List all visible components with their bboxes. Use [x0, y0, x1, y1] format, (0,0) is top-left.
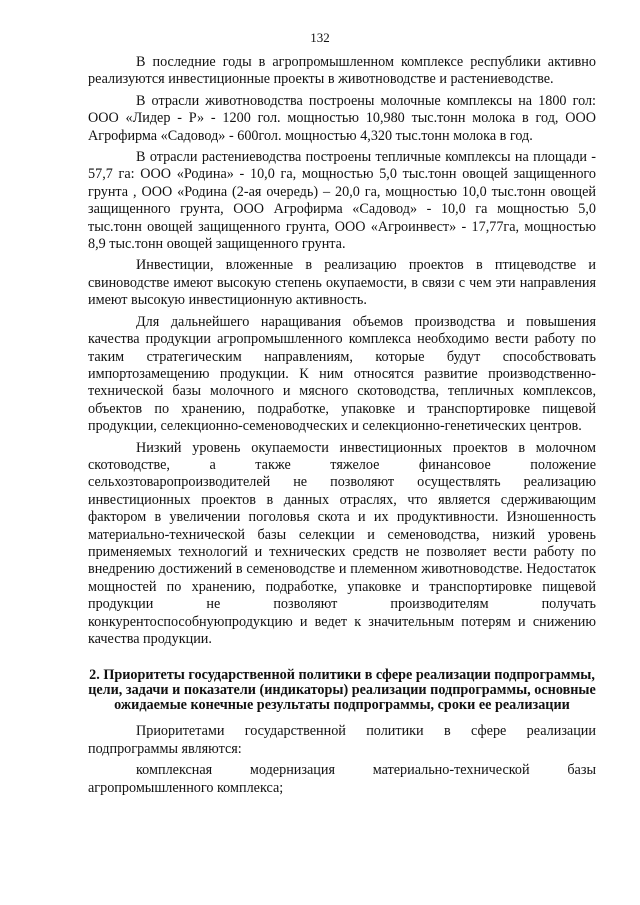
document-body [88, 54, 596, 797]
paragraph-strategic-directions: Для дальнейшего наращивания объемов производства и повышения качества продукции агропромышленного комплекса необходимо вести работу по таким стратегическим направлениям, которые будут способствовать импортозамещению продукции. К ним относятся развитие производственно-технической базы молочного и мясного скотоводства, тепличных комплексов, объектов по хранению, подработке, упаковке и транспортировке пищевой продукции, селекционно-семеноводческих и селекционно-генетических центров. [88, 313, 596, 435]
paragraph-poultry-pig-investment: Инвестиции, вложенные в реализацию проектов в птицеводстве и свиноводстве имеют высокую степень окупаемости, в связи с чем эти направления имеют высокую инвестиционную активность. [88, 257, 596, 309]
page-number: 132 [310, 30, 330, 45]
paragraph-greenhouse-complexes: В отрасли растениеводства построены тепличные комплексы на площади - 57,7 га: ООО «Родина» - 10,0 га, мощностью 5,0 тыс.тонн овощей защищенного грунта , ООО «Родина (2-ая очередь) – 20,0 га, мощностью 10,0 тыс.тонн овощей защищенного грунта, ООО Агрофирма «Садовод» - 10,0 га мощностью 5,0 тыс.тонн овощей защищенного грунта, ООО «Агроинвест» - 17,77га, мощностью 8,9 тыс.тонн овощей защищенного грунта. [88, 149, 596, 253]
paragraph-low-payback: Низкий уровень окупаемости инвестиционных проектов в молочном скотоводстве, а также тяжелое финансовое положение сельхозтоваропроизводителей не позволяют осуществлять реализацию инвестиционных проектов в данных отраслях, что является сдерживающим фактором в увеличении поголовья скота и их продуктивности. Изношенность материально-технической базы селекции и семеноводства, низкий уровень применяемых технологий и технических средств не позволяет вести работу по внедрению достижений в семеноводстве и племенном животноводстве. Недостаток мощностей по хранению, подработке, упаковке и транспортировке пищевой продукции не позволяют производителям получать конкурентоспособнуюпродукцию и ведет к значительным потерям и снижению качества продукции. [88, 439, 596, 647]
paragraph-livestock-complexes: В отрасли животноводства построены молочные комплексы на 1800 гол: ООО «Лидер - Р» - 1200 гол. мощностью 10,980 тыс.тонн молока в год, ООО Агрофирма «Садовод» - 600гол. мощностью 4,320 тыс.тонн молока в год. [88, 92, 596, 144]
paragraph-investment-projects: В последние годы в агропромышленном комплексе республики активно реализуются инвестиционные проекты в животноводстве и растениеводстве. [88, 54, 596, 88]
paragraph-priorities-intro: Приоритетами государственной политики в сфере реализации подпрограммы являются: [88, 723, 596, 757]
section-heading: 2. Приоритеты государственной политики в сфере реализации подпрограммы, цели, задачи и показатели (индикаторы) реализации подпрограммы, основные ожидаемые конечные результаты подпрограммы, сроки ее реализации [88, 667, 596, 714]
paragraph-priority-item: комплексная модернизация материально-технической базы агропромышленного комплекса; [88, 762, 596, 796]
